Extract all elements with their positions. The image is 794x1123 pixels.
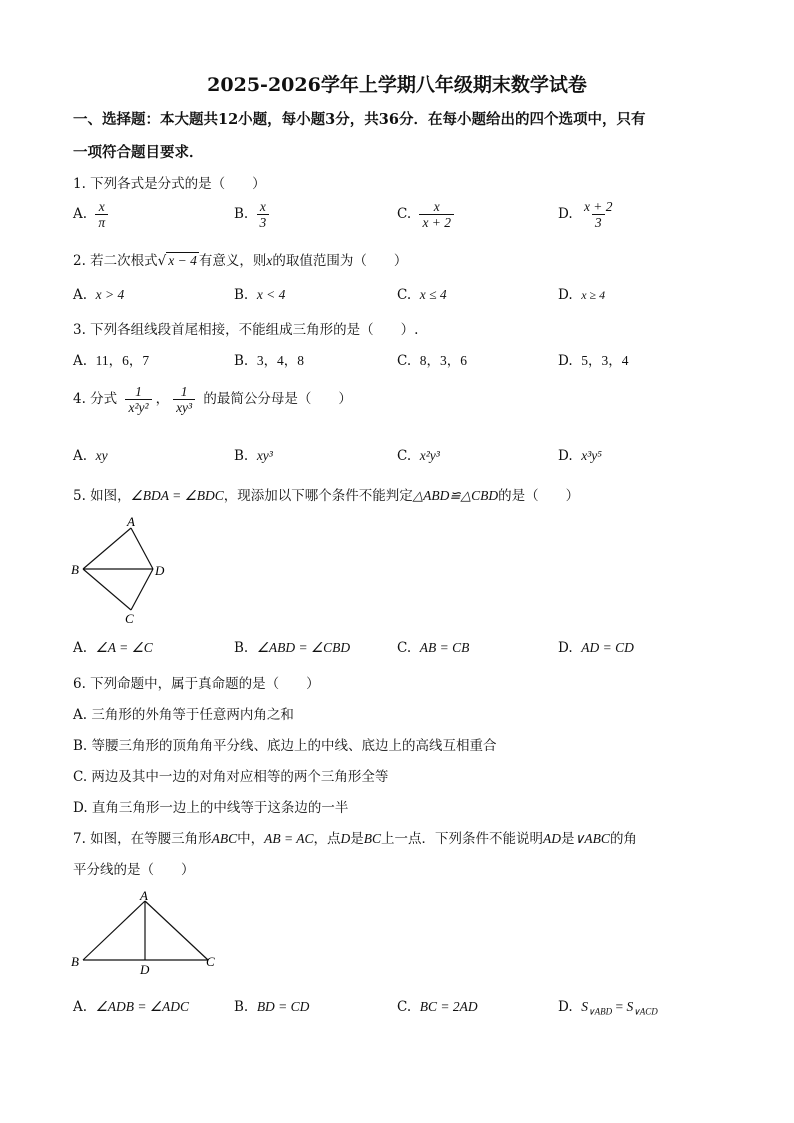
q4-option-b: B. xy³	[234, 448, 273, 464]
segment-ac	[145, 901, 208, 960]
q5-option-d: D. AD = CD	[558, 640, 634, 656]
q6-option-a: A. 三角形的外角等于任意两内角之和	[73, 707, 294, 723]
question-6-stem: 6. 下列命题中，属于真命题的是（ ）	[73, 676, 320, 692]
point-label-a: A	[140, 888, 148, 903]
point-label-b: B	[71, 954, 79, 969]
question-7-stem-line1: 7. 如图，在等腰三角形ABC中，AB = AC，点D是BC上一点．下列条件不能说明AD是∨ABC的角	[73, 831, 637, 847]
point-label-d: D	[155, 563, 165, 578]
q5-option-a: A. ∠A = ∠C	[73, 640, 153, 656]
point-label-c: C	[125, 611, 134, 626]
point-label-d: D	[140, 962, 150, 977]
q3-option-c: C. 8，3，6	[397, 353, 467, 369]
q4-option-c: C. x²y³	[397, 448, 440, 464]
fraction: $\frac{x}{3}$	[257, 199, 270, 230]
exam-title: 2025-2026学年上学期八年级期末数学试卷	[207, 74, 587, 96]
fraction: $\frac{1}{\text{x²y²}}$	[125, 384, 151, 415]
q4-option-d: D. x³y⁵	[558, 448, 602, 464]
q6-option-b: B. 等腰三角形的顶角角平分线、底边上的中线、底边上的高线互相重合	[73, 738, 497, 754]
segment-cd	[131, 569, 153, 610]
section-heading-line2: 一项符合题目要求．	[73, 144, 204, 161]
q1-option-b: B. $\frac{x}{3}$	[234, 199, 273, 230]
q2-option-c: C. x ≤ 4	[397, 287, 447, 303]
fraction: $\frac{1}{\text{xy³}}$	[173, 384, 195, 415]
segment-ba	[83, 528, 131, 569]
question-4-stem: 4. 分式 $\frac{1}{\text{x²y²}}$ ， $\frac{1}{\text{xy³}}$ 的最简公分母是（ ）	[73, 384, 352, 415]
question-5-stem: 5. 如图，∠BDA = ∠BDC，现添加以下哪个条件不能判定△ABD≌△CBD的是（ ）	[73, 488, 580, 504]
fraction: $\frac{x}{\pi}$	[95, 199, 108, 230]
segment-ab	[83, 901, 145, 960]
question-7-stem-line2: 平分线的是（ ）	[73, 862, 195, 878]
square-root: √ x − 4	[157, 253, 197, 269]
q7-option-c: C. BC = 2AD	[397, 999, 478, 1015]
q7-option-a: A. ∠ADB = ∠ADC	[73, 999, 189, 1015]
q3-option-d: D. 5，3，4	[558, 353, 629, 369]
point-label-c: C	[206, 954, 215, 969]
q6-option-c: C. 两边及其中一边的对角对应相等的两个三角形全等	[73, 769, 389, 785]
q2-option-a: A. x > 4	[73, 287, 125, 303]
q1-option-a: A. $\frac{x}{\pi}$	[73, 199, 112, 230]
q5-kite-figure	[66, 512, 176, 628]
question-1-stem: 1. 下列各式是分式的是（ ）	[73, 176, 266, 192]
point-label-b: B	[71, 562, 79, 577]
fraction: $\frac{x}{x + 2}$	[419, 199, 454, 230]
q7-triangle-figure	[66, 888, 226, 980]
question-3-stem: 3. 下列各组线段首尾相接，不能组成三角形的是（ ）.	[73, 322, 419, 338]
q5-option-b: B. ∠ABD = ∠CBD	[234, 640, 351, 656]
q7-option-b: B. BD = CD	[234, 999, 310, 1015]
q7-option-d: D. $S_{\vee ABD} = S_{\vee ACD}$	[558, 999, 658, 1017]
segment-bc	[83, 569, 131, 610]
fraction: $\frac{x + 2}{3}$	[583, 199, 613, 230]
q3-option-a: A. 11，6，7	[73, 353, 150, 369]
question-2-stem: 2. 若二次根式√ x − 4 有意义，则x的取值范围为（ ）	[73, 253, 408, 269]
section-heading-line1: 一、选择题：本大题共12小题，每小题3分，共36分．在每小题给出的四个选项中，只有	[73, 111, 646, 128]
point-label-a: A	[127, 514, 135, 529]
q2-option-b: B. x < 4	[234, 287, 286, 303]
q1-option-d: D. $\frac{x + 2}{3}$	[558, 199, 620, 230]
q3-option-b: B. 3，4，8	[234, 353, 305, 369]
q5-option-c: C. AB = CB	[397, 640, 470, 656]
q2-option-d: D. x ≥ 4	[558, 287, 606, 303]
q4-option-a: A. xy	[73, 448, 108, 464]
q6-option-d: D. 直角三角形一边上的中线等于这条边的一半	[73, 800, 349, 816]
q1-option-c: C. $\frac{x}{x + 2}$	[397, 199, 458, 230]
segment-ad	[131, 528, 153, 569]
